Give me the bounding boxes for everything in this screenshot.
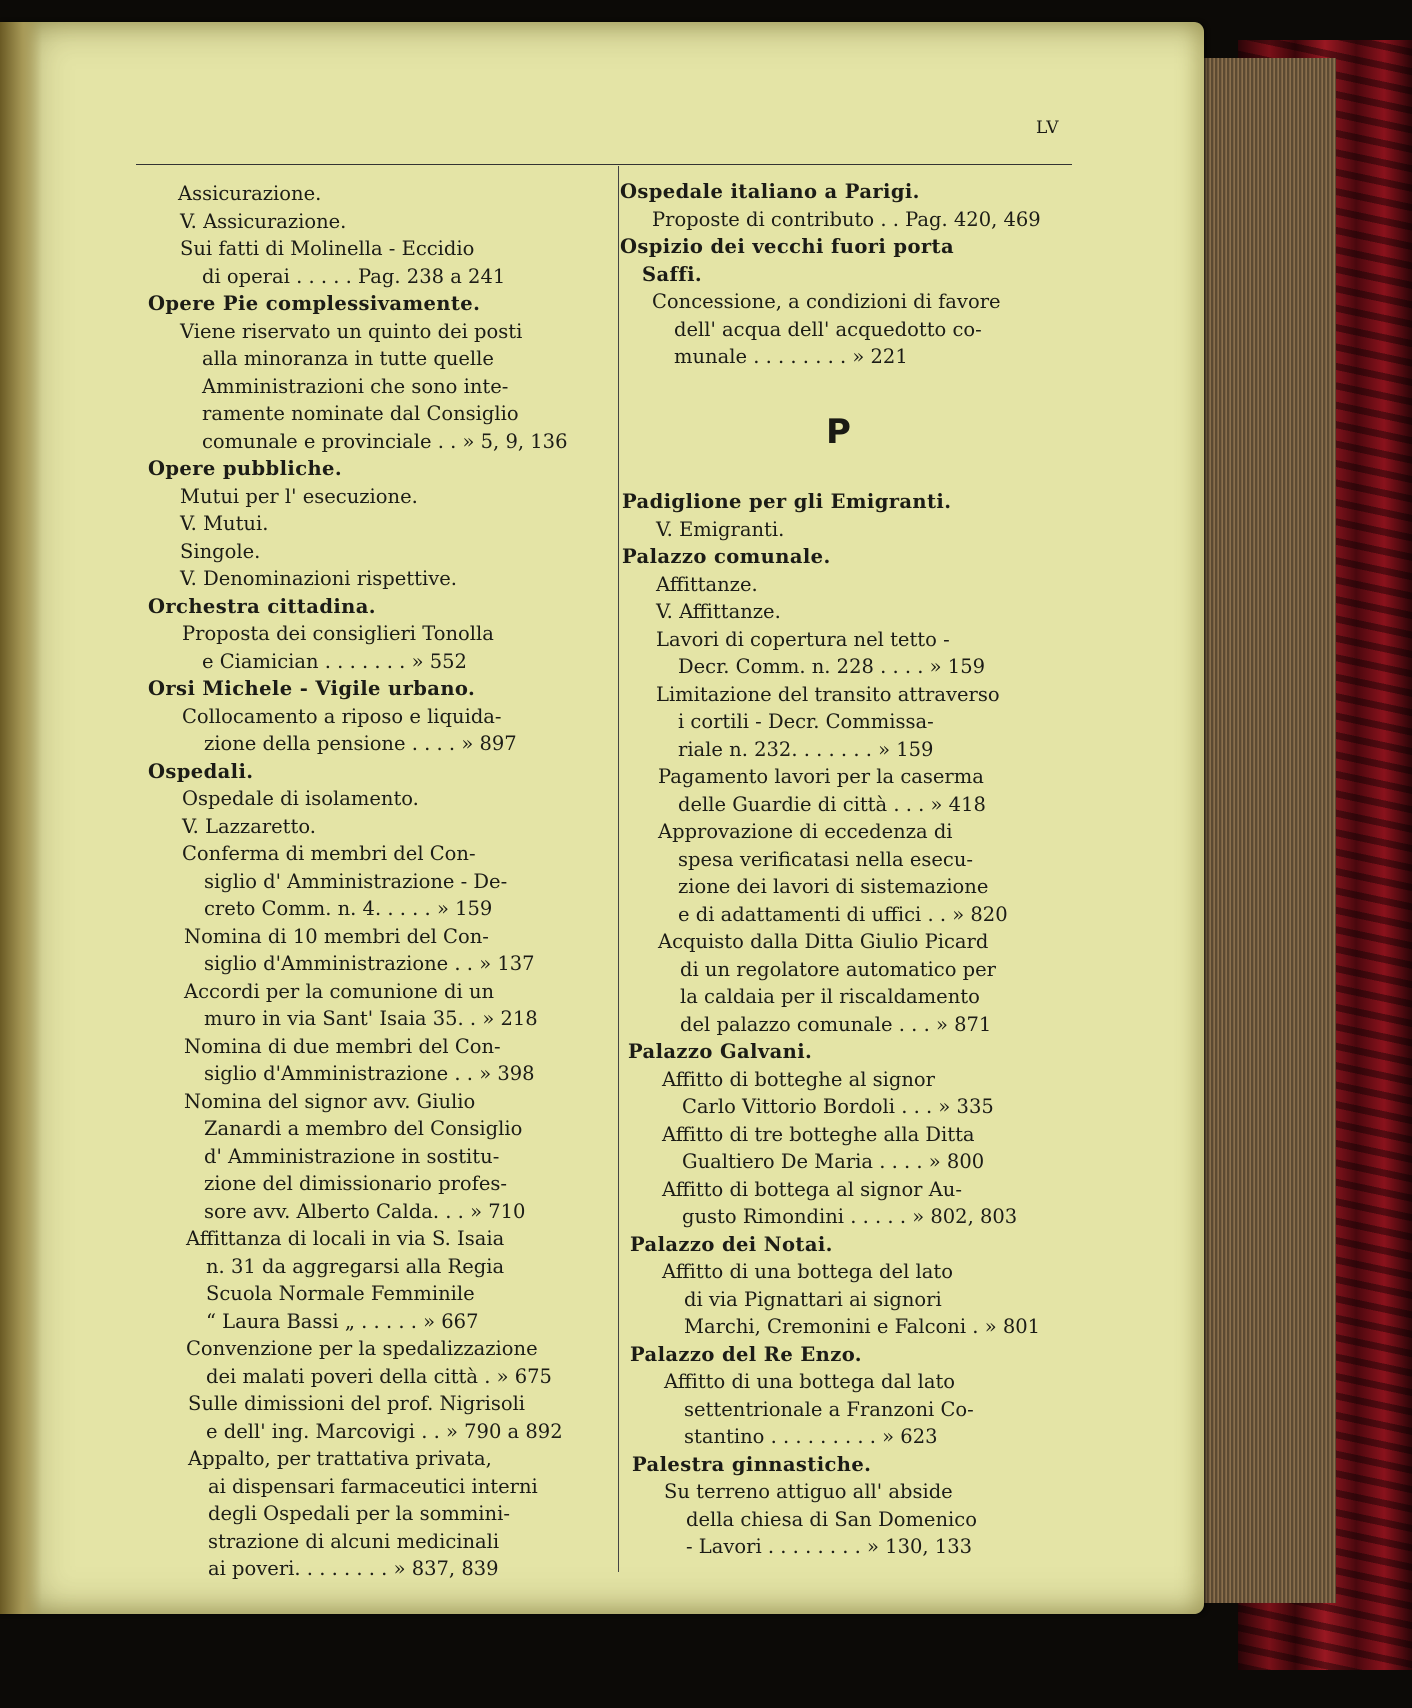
index-heading bbox=[620, 178, 1080, 206]
index-entry-line bbox=[620, 1093, 1080, 1121]
index-entry-line bbox=[620, 736, 1080, 764]
index-heading bbox=[148, 675, 608, 703]
line-text: Assicurazione. bbox=[178, 182, 322, 205]
index-entry-line bbox=[148, 620, 608, 648]
index-entry-line bbox=[148, 1170, 608, 1198]
index-entry-line bbox=[620, 516, 1080, 544]
index-heading bbox=[148, 290, 608, 318]
index-entry-line bbox=[148, 1390, 608, 1418]
index-entry-line bbox=[620, 1176, 1080, 1204]
line-text: Affittanze. bbox=[656, 572, 758, 596]
index-entry-line bbox=[148, 1500, 608, 1528]
index-heading bbox=[620, 1038, 1080, 1066]
left-column bbox=[148, 180, 608, 1583]
index-entry-line bbox=[620, 343, 1080, 371]
index-heading bbox=[620, 1451, 1080, 1479]
line-text: Ospedale di isolamento. bbox=[182, 787, 419, 810]
line-text: Palestra ginnastiche. bbox=[632, 1452, 872, 1476]
page-edges bbox=[1200, 58, 1336, 1603]
line-text: Decr. Comm. n. 228 . . . . » 159 bbox=[678, 655, 986, 678]
line-text: comunale e provinciale . . » 5, 9, 136 bbox=[202, 429, 568, 453]
index-entry-line bbox=[148, 1555, 608, 1583]
index-entry-line bbox=[620, 956, 1080, 984]
index-heading bbox=[148, 455, 608, 483]
index-entry-line bbox=[148, 180, 608, 208]
line-text: Affittanza di locali in via S. Isaia bbox=[186, 1227, 505, 1250]
index-entry-line bbox=[620, 1203, 1080, 1231]
index-heading bbox=[620, 488, 1080, 516]
right-column-bottom bbox=[620, 488, 1080, 1561]
index-heading bbox=[620, 543, 1080, 571]
line-text: Nomina di 10 membri del Con- bbox=[184, 924, 489, 948]
line-text: V. Mutui. bbox=[180, 512, 269, 535]
line-text: la caldaia per il riscaldamento bbox=[680, 985, 980, 1008]
line-text: Collocamento a riposo e liquida- bbox=[182, 704, 502, 728]
index-entry-line bbox=[148, 895, 608, 923]
line-text: gusto Rimondini . . . . . » 802, 803 bbox=[682, 1205, 1018, 1228]
index-entry-line bbox=[148, 1115, 608, 1143]
line-text: Gualtiero De Maria . . . . » 800 bbox=[682, 1150, 985, 1173]
line-text: zione del dimissionario profes- bbox=[204, 1172, 508, 1195]
page-gutter bbox=[0, 22, 42, 1614]
index-entry-line bbox=[148, 510, 608, 538]
index-entry-line bbox=[148, 1060, 608, 1088]
index-entry-line bbox=[620, 928, 1080, 956]
line-text: stantino . . . . . . . . . » 623 bbox=[684, 1425, 938, 1448]
index-heading bbox=[620, 233, 1080, 261]
line-text: Carlo Vittorio Bordoli . . . » 335 bbox=[682, 1095, 994, 1118]
line-text: V. Assicurazione. bbox=[180, 209, 347, 233]
line-text: Limitazione del transito attraverso bbox=[656, 682, 1000, 706]
line-text: e dell' ing. Marcovigi . . » 790 a 892 bbox=[206, 1419, 563, 1443]
line-text: Concessione, a condizioni di favore bbox=[652, 290, 1001, 313]
line-text: muro in via Sant' Isaia 35. . » 218 bbox=[204, 1007, 538, 1030]
line-text: Scuola Normale Femminile bbox=[206, 1282, 475, 1305]
line-text: V. Lazzaretto. bbox=[182, 814, 316, 838]
line-text: creto Comm. n. 4. . . . . » 159 bbox=[204, 897, 493, 920]
line-text: Opere Pie complessivamente. bbox=[148, 292, 481, 315]
line-text: Singole. bbox=[180, 539, 261, 563]
index-entry-line bbox=[148, 1335, 608, 1363]
line-text: Su terreno attiguo all' abside bbox=[664, 1480, 953, 1503]
index-entry-line bbox=[148, 923, 608, 951]
index-entry-line bbox=[620, 1066, 1080, 1094]
line-text: riale n. 232. . . . . . . » 159 bbox=[678, 737, 934, 761]
line-text: Lavori di copertura nel tetto - bbox=[656, 627, 950, 651]
line-text: ai dispensari farmaceutici interni bbox=[208, 1474, 538, 1498]
index-entry-line bbox=[620, 1148, 1080, 1176]
right-column-top bbox=[620, 178, 1080, 371]
index-entry-line bbox=[148, 868, 608, 896]
line-text: Sui fatti di Molinella - Eccidio bbox=[180, 237, 475, 260]
line-text: dei malati poveri della città . » 675 bbox=[206, 1364, 552, 1388]
index-entry-line bbox=[620, 983, 1080, 1011]
line-text: Convenzione per la spedalizzazione bbox=[186, 1337, 538, 1360]
index-entry-line bbox=[148, 950, 608, 978]
index-entry-line bbox=[620, 206, 1080, 234]
line-text: i cortili - Decr. Commissa- bbox=[678, 710, 934, 733]
line-text: siglio d'Amministrazione . . » 137 bbox=[204, 952, 535, 975]
index-entry-line bbox=[620, 791, 1080, 819]
line-text: Ospedale italiano a Parigi. bbox=[620, 180, 920, 203]
line-text: “ Laura Bassi „ . . . . . » 667 bbox=[206, 1309, 479, 1333]
line-text: V. Affittanze. bbox=[656, 600, 781, 623]
index-heading bbox=[148, 593, 608, 621]
index-entry-line bbox=[148, 263, 608, 291]
line-text: Acquisto dalla Ditta Giulio Picard bbox=[658, 930, 989, 953]
index-entry-line bbox=[148, 208, 608, 236]
index-entry-line bbox=[620, 626, 1080, 654]
index-entry-line bbox=[620, 653, 1080, 681]
line-text: munale . . . . . . . . » 221 bbox=[674, 345, 908, 368]
line-text: Pagamento lavori per la caserma bbox=[658, 765, 984, 788]
index-entry-line bbox=[148, 1528, 608, 1556]
line-text: Palazzo Galvani. bbox=[628, 1040, 813, 1063]
index-entry-line bbox=[620, 1396, 1080, 1424]
index-entry-line bbox=[148, 1308, 608, 1336]
line-text: delle Guardie di città . . . » 418 bbox=[678, 792, 986, 816]
index-entry-line bbox=[148, 1280, 608, 1308]
index-entry-line bbox=[148, 840, 608, 868]
line-text: di operai . . . . . Pag. 238 a 241 bbox=[202, 264, 506, 288]
line-text: Palazzo dei Notai. bbox=[630, 1232, 833, 1256]
line-text: spesa verificatasi nella esecu- bbox=[678, 847, 973, 871]
column-divider bbox=[618, 166, 619, 1572]
index-entry-line bbox=[620, 681, 1080, 709]
index-entry-line bbox=[620, 708, 1080, 736]
line-text: e di adattamenti di uffici . . » 820 bbox=[678, 902, 1008, 926]
line-text: Padiglione per gli Emigranti. bbox=[622, 490, 952, 513]
line-text: ramente nominate dal Consiglio bbox=[202, 402, 519, 425]
index-entry-line bbox=[620, 818, 1080, 846]
line-text: Nomina di due membri del Con- bbox=[184, 1034, 501, 1058]
index-entry-line bbox=[148, 1005, 608, 1033]
line-text: Accordi per la comunione di un bbox=[184, 979, 495, 1003]
index-entry-line bbox=[148, 1418, 608, 1446]
line-text: ai poveri. . . . . . . . » 837, 839 bbox=[208, 1557, 499, 1580]
line-text: Affitto di una bottega dal lato bbox=[664, 1370, 956, 1393]
section-letter: P bbox=[826, 412, 851, 452]
index-entry-line bbox=[148, 978, 608, 1006]
line-text: Ospizio dei vecchi fuori porta bbox=[620, 235, 954, 258]
index-heading bbox=[620, 1341, 1080, 1369]
index-entry-line bbox=[620, 1533, 1080, 1561]
line-text: Zanardi a membro del Consiglio bbox=[204, 1117, 523, 1140]
line-text: e Ciamician . . . . . . . » 552 bbox=[202, 649, 467, 673]
index-heading bbox=[148, 758, 608, 786]
index-heading bbox=[620, 261, 1080, 289]
index-entry-line bbox=[620, 1313, 1080, 1341]
index-entry-line bbox=[148, 1473, 608, 1501]
header-rule bbox=[136, 164, 1072, 165]
index-entry-line bbox=[148, 373, 608, 401]
line-text: di un regolatore automatico per bbox=[680, 957, 996, 981]
line-text: Viene riservato un quinto dei posti bbox=[180, 319, 523, 343]
line-text: zione della pensione . . . . » 897 bbox=[204, 732, 517, 755]
line-text: Appalto, per trattativa privata, bbox=[188, 1447, 492, 1470]
index-entry-line bbox=[148, 400, 608, 428]
line-text: della chiesa di San Domenico bbox=[686, 1507, 977, 1531]
index-entry-line bbox=[620, 763, 1080, 791]
index-entry-line bbox=[148, 1363, 608, 1391]
line-text: Orsi Michele - Vigile urbano. bbox=[148, 677, 476, 700]
index-entry-line bbox=[620, 1286, 1080, 1314]
line-text: zione dei lavori di sistemazione bbox=[678, 875, 989, 898]
line-text: Marchi, Cremonini e Falconi . » 801 bbox=[684, 1315, 1041, 1338]
line-text: Orchestra cittadina. bbox=[148, 594, 376, 618]
index-entry-line bbox=[620, 598, 1080, 626]
index-entry-line bbox=[148, 235, 608, 263]
index-entry-line bbox=[148, 1253, 608, 1281]
line-text: Approvazione di eccedenza di bbox=[658, 820, 953, 843]
line-text: Affitto di una bottega del lato bbox=[662, 1260, 953, 1283]
page-number: LV bbox=[1036, 118, 1060, 138]
index-entry-line bbox=[620, 1478, 1080, 1506]
line-text: Affitto di botteghe al signor bbox=[662, 1067, 935, 1091]
line-text: Nomina del signor avv. Giulio bbox=[184, 1089, 476, 1113]
line-text: Palazzo del Re Enzo. bbox=[630, 1342, 862, 1366]
line-text: Sulle dimissioni del prof. Nigrisoli bbox=[188, 1392, 526, 1415]
line-text: siglio d'Amministrazione . . » 398 bbox=[204, 1062, 535, 1085]
index-entry-line bbox=[148, 1033, 608, 1061]
line-text: Opere pubbliche. bbox=[148, 457, 343, 480]
line-text: Mutui per l' esecuzione. bbox=[180, 484, 418, 508]
line-text: Conferma di membri del Con- bbox=[182, 842, 476, 865]
index-entry-line bbox=[148, 703, 608, 731]
index-entry-line bbox=[620, 873, 1080, 901]
line-text: Proposte di contributo . . Pag. 420, 469 bbox=[652, 207, 1041, 231]
line-text: Amministrazioni che sono inte- bbox=[202, 374, 509, 398]
index-entry-line bbox=[148, 345, 608, 373]
line-text: settentrionale a Franzoni Co- bbox=[684, 1397, 974, 1421]
line-text: Saffi. bbox=[642, 262, 703, 286]
index-entry-line bbox=[148, 648, 608, 676]
index-entry-line bbox=[148, 538, 608, 566]
index-entry-line bbox=[148, 1088, 608, 1116]
line-text: degli Ospedali per la sommini- bbox=[208, 1502, 510, 1525]
index-entry-line bbox=[148, 1143, 608, 1171]
index-entry-line bbox=[620, 1506, 1080, 1534]
line-text: V. Emigranti. bbox=[656, 517, 785, 541]
line-text: Affitto di bottega al signor Au- bbox=[662, 1177, 962, 1201]
line-text: Proposta dei consiglieri Tonolla bbox=[182, 622, 494, 645]
line-text: strazione di alcuni medicinali bbox=[208, 1529, 500, 1553]
index-entry-line bbox=[620, 1258, 1080, 1286]
index-entry-line bbox=[620, 288, 1080, 316]
index-entry-line bbox=[148, 1198, 608, 1226]
index-entry-line bbox=[620, 1423, 1080, 1451]
line-text: dell' acqua dell' acquedotto co- bbox=[674, 317, 982, 341]
index-entry-line bbox=[620, 1011, 1080, 1039]
index-entry-line bbox=[148, 1225, 608, 1253]
index-entry-line bbox=[620, 1121, 1080, 1149]
index-entry-line bbox=[148, 785, 608, 813]
line-text: del palazzo comunale . . . » 871 bbox=[680, 1012, 992, 1036]
index-entry-line bbox=[148, 1445, 608, 1473]
line-text: Ospedali. bbox=[148, 759, 254, 783]
line-text: Affitto di tre botteghe alla Ditta bbox=[662, 1122, 975, 1146]
line-text: n. 31 da aggregarsi alla Regia bbox=[206, 1254, 505, 1278]
index-entry-line bbox=[620, 316, 1080, 344]
index-entry-line bbox=[148, 565, 608, 593]
index-entry-line bbox=[148, 318, 608, 346]
index-entry-line bbox=[148, 813, 608, 841]
index-entry-line bbox=[620, 1368, 1080, 1396]
line-text: sore avv. Alberto Calda. . . » 710 bbox=[204, 1199, 526, 1223]
line-text: di via Pignattari ai signori bbox=[684, 1287, 942, 1311]
index-entry-line bbox=[148, 483, 608, 511]
index-entry-line bbox=[620, 901, 1080, 929]
index-heading bbox=[620, 1231, 1080, 1259]
line-text: - Lavori . . . . . . . . » 130, 133 bbox=[686, 1535, 973, 1558]
index-entry-line bbox=[148, 730, 608, 758]
line-text: siglio d' Amministrazione - De- bbox=[204, 869, 508, 893]
index-entry-line bbox=[620, 571, 1080, 599]
line-text: V. Denominazioni rispettive. bbox=[180, 567, 457, 590]
index-entry-line bbox=[148, 428, 608, 456]
index-entry-line bbox=[620, 846, 1080, 874]
line-text: Palazzo comunale. bbox=[622, 545, 831, 568]
line-text: d' Amministrazione in sostitu- bbox=[204, 1144, 500, 1168]
line-text: alla minoranza in tutte quelle bbox=[202, 347, 494, 370]
